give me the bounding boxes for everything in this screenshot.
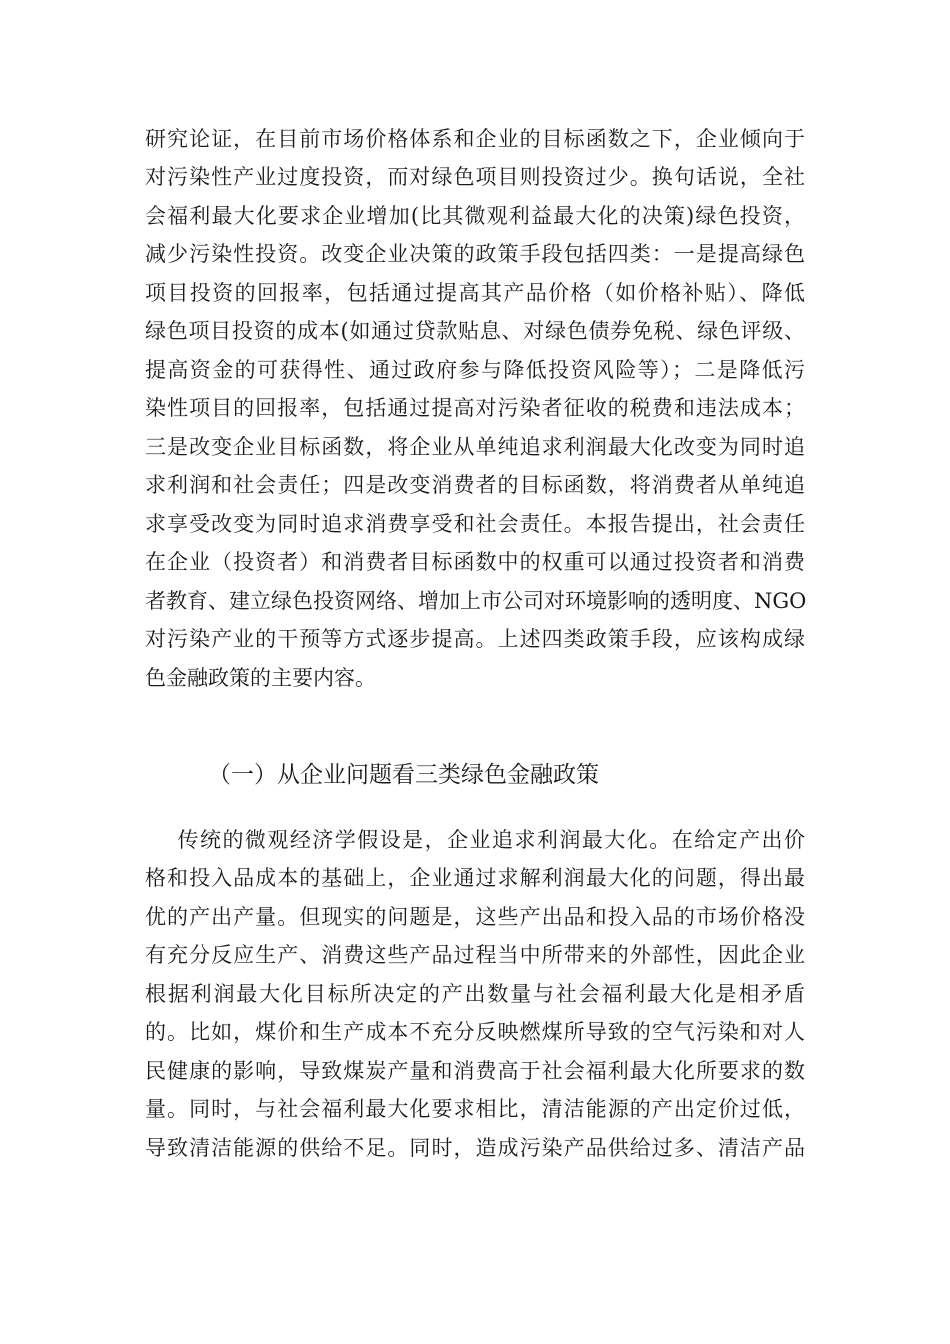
- paragraph-line: 染性项目的回报率，包括通过提高对污染者征收的税费和违法成本；: [145, 396, 805, 420]
- paragraph-line: 根据利润最大化目标所决定的产出数量与社会福利最大化是相矛盾: [145, 982, 805, 1006]
- paragraph-line: 的。比如，煤价和生产成本不充分反映燃煤所导致的空气污染和对人: [145, 1020, 805, 1044]
- paragraph-line: 对污染产业的干预等方式逐步提高。上述四类政策手段，应该构成绿: [145, 627, 805, 651]
- paragraph-line: 项目投资的回报率，包括通过提高其产品价格（如价格补贴）、降低: [145, 281, 805, 305]
- paragraph-line: 导致清洁能源的供给不足。同时，造成污染产品供给过多、清洁产品: [145, 1136, 805, 1160]
- paragraph-line: 者教育、建立绿色投资网络、增加上市公司对环境影响的透明度、NGO: [145, 589, 807, 613]
- paragraph-line: 求利润和社会责任；四是改变消费者的目标函数，将消费者从单纯追: [145, 473, 805, 497]
- section-heading: （一）从企业问题看三类绿色金融政策: [208, 762, 599, 788]
- paragraph-line: 研究论证，在目前市场价格体系和企业的目标函数之下，企业倾向于: [145, 127, 805, 151]
- paragraph-line: 量。同时，与社会福利最大化要求相比，清洁能源的产出定价过低，: [145, 1097, 805, 1121]
- paragraph-line: 传统的微观经济学假设是，企业追求利润最大化。在给定产出价: [145, 828, 805, 852]
- paragraph-line: 提高资金的可获得性、通过政府参与降低投资风险等）；二是降低污: [145, 358, 805, 382]
- paragraph-line: 在企业（投资者）和消费者目标函数中的权重可以通过投资者和消费: [145, 550, 805, 574]
- paragraph-line: 优的产出产量。但现实的问题是，这些产出品和投入品的市场价格没: [145, 905, 805, 929]
- paragraph-line: 绿色项目投资的成本(如通过贷款贴息、对绿色债券免税、绿色评级、: [145, 319, 805, 343]
- paragraph-line: 会福利最大化要求企业增加(比其微观利益最大化的决策)绿色投资，: [145, 204, 805, 228]
- paragraph-line: 求享受改变为同时追求消费享受和社会责任。本报告提出，社会责任: [145, 512, 805, 536]
- paragraph-line: 有充分反应生产、消费这些产品过程当中所带来的外部性，因此企业: [145, 943, 805, 967]
- paragraph-line: 格和投入品成本的基础上，企业通过求解利润最大化的问题，得出最: [145, 866, 805, 890]
- paragraph-line: 减少污染性投资。改变企业决策的政策手段包括四类：一是提高绿色: [145, 242, 805, 266]
- paragraph-line: 三是改变企业目标函数，将企业从单纯追求利润最大化改变为同时追: [145, 435, 805, 459]
- paragraph-line: 对污染性产业过度投资，而对绿色项目则投资过少。换句话说，全社: [145, 165, 805, 189]
- paragraph-line: 民健康的影响，导致煤炭产量和消费高于社会福利最大化所要求的数: [145, 1059, 805, 1083]
- paragraph-line: 色金融政策的主要内容。: [145, 666, 376, 690]
